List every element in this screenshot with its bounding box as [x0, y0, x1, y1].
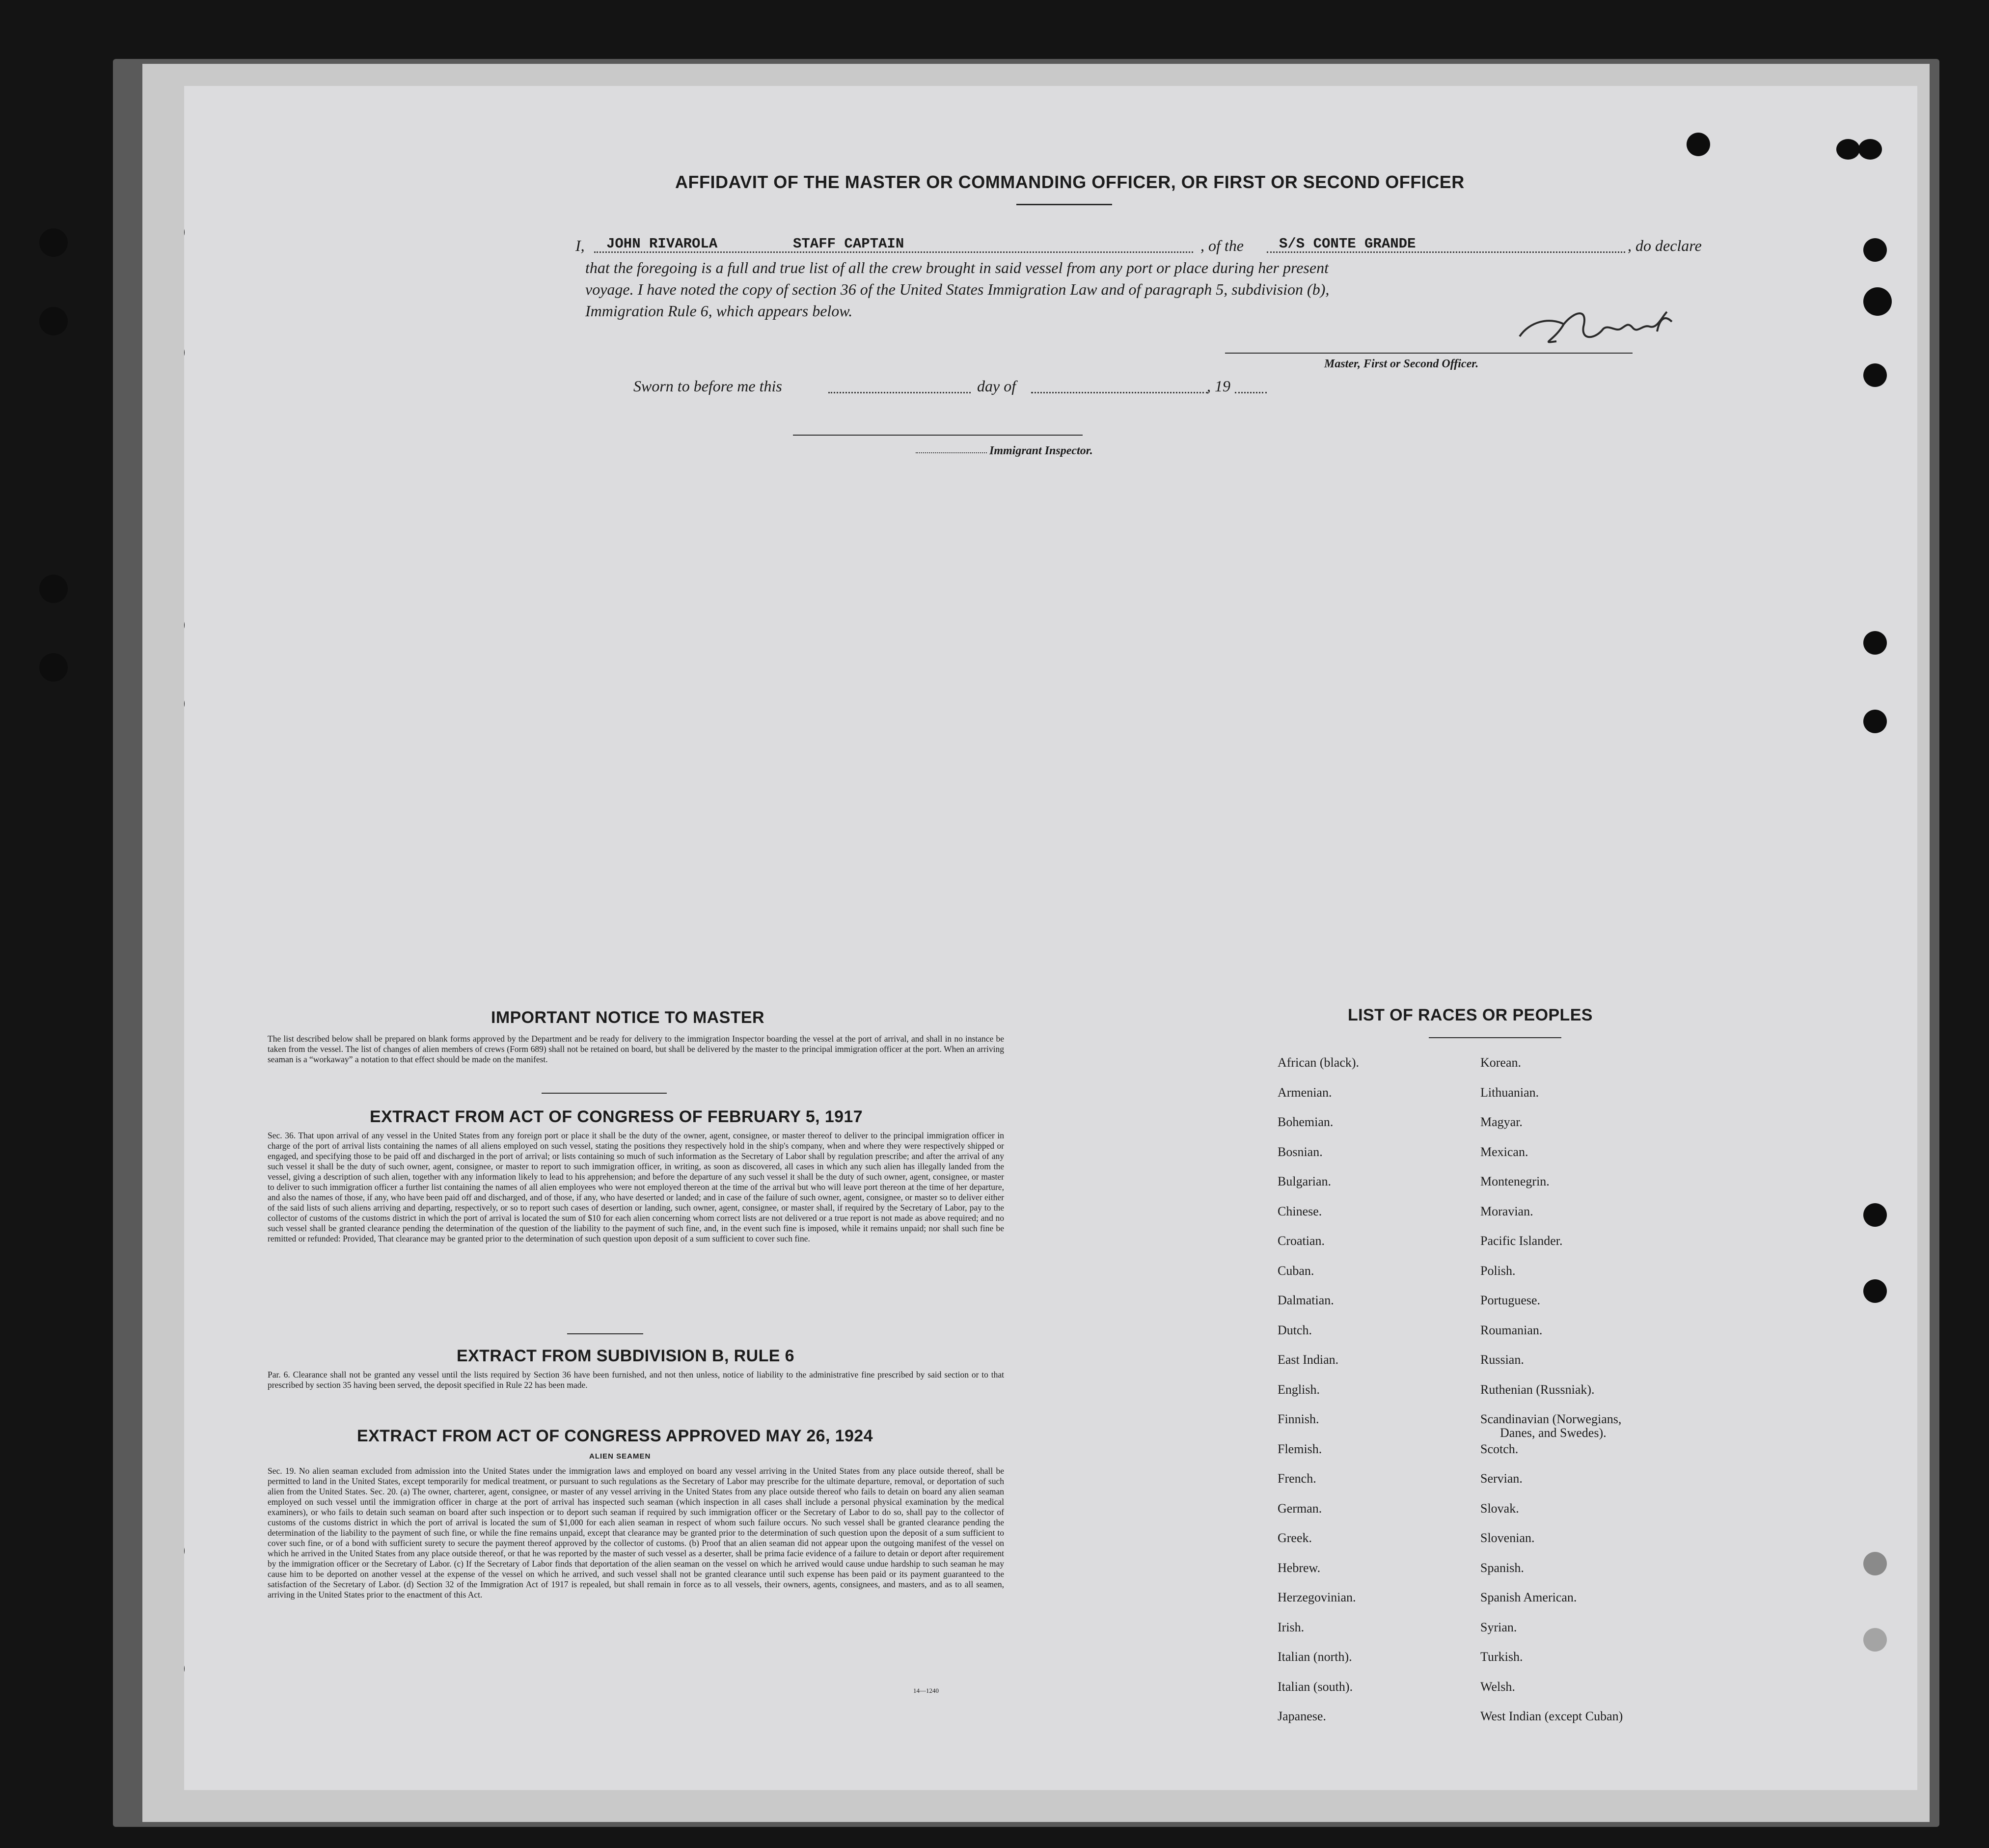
race-item: Syrian. — [1480, 1620, 1517, 1634]
punch-hole-icon — [184, 1657, 185, 1680]
race-item: Croatian. — [1278, 1234, 1325, 1248]
race-item: Pacific Islander. — [1480, 1234, 1563, 1248]
signature-caption: Master, First or Second Officer. — [1324, 358, 1479, 370]
punch-hole-icon — [184, 692, 185, 715]
race-item: Flemish. — [1278, 1441, 1322, 1456]
sworn-year-line — [1235, 392, 1267, 393]
binder-hole-icon — [39, 228, 68, 257]
race-item: Armenian. — [1278, 1085, 1332, 1100]
races-column-1 — [1278, 1056, 1359, 1739]
of-the-label: , of the — [1200, 237, 1244, 254]
punch-hole-icon — [1687, 133, 1710, 156]
punch-hole-icon — [1863, 363, 1887, 387]
race-item: English. — [1278, 1382, 1320, 1397]
punch-hole-icon — [1863, 1203, 1887, 1227]
race-item: African (black). — [1278, 1055, 1360, 1070]
race-item: Turkish. — [1480, 1650, 1523, 1664]
races-divider — [1429, 1037, 1561, 1038]
sworn-label: Sworn to before me this — [633, 377, 782, 395]
signature-image — [1510, 302, 1745, 361]
race-item: Welsh. — [1480, 1679, 1515, 1694]
sworn-month-line — [1031, 392, 1208, 393]
punch-hole-icon — [1863, 287, 1892, 316]
race-item: Cuban. — [1278, 1263, 1314, 1278]
punch-hole-icon — [184, 341, 185, 364]
race-item: German. — [1278, 1501, 1322, 1516]
race-item: Dalmatian. — [1278, 1293, 1334, 1307]
notice-text: The list described below shall be prepared on blank forms approved by the Department and be ready for delivery to the immigration Inspector boarding the vessel at the port of arrival, and shall in no instance be taken from the vessel. The list of changes of alien members of crews (Form 689) shall not be retained on board, but shall be delivered by the master to the principal immigration officer at the port. When an arriving seaman is a “workaway” a notation to that effect should be made on the manifest. — [268, 1034, 1004, 1064]
race-item — [1480, 1412, 1623, 1442]
year-label: , 19 — [1207, 377, 1230, 395]
race-item: Polish. — [1480, 1263, 1516, 1278]
race-item: Italian (north). — [1278, 1650, 1352, 1664]
race-item: Hebrew. — [1278, 1560, 1321, 1575]
vessel-name: S/S CONTE GRANDE — [1279, 236, 1416, 252]
race-item: Ruthenian (Russniak). — [1480, 1382, 1595, 1397]
race-item: Irish. — [1278, 1620, 1305, 1634]
race-item: Japanese. — [1278, 1709, 1326, 1723]
punch-hole-icon — [184, 614, 185, 636]
race-item: French. — [1278, 1471, 1316, 1486]
punch-hole-icon — [1863, 710, 1887, 733]
races-column-2 — [1480, 1056, 1623, 1739]
race-item: Spanish American. — [1480, 1590, 1577, 1604]
punch-hole-icon — [1836, 139, 1860, 160]
extract-1917-title: EXTRACT FROM ACT OF CONGRESS OF FEBRUARY 5, 1917 — [370, 1107, 863, 1126]
punch-hole-icon — [1863, 631, 1887, 655]
affidavit-title: AFFIDAVIT OF THE MASTER OR COMMANDING OFFICER, OR FIRST OR SECOND OFFICER — [675, 172, 1465, 192]
binder-hole-icon — [39, 653, 68, 682]
signature-line — [1225, 353, 1633, 354]
declaration-line-3: voyage. I have noted the copy of section 36 of the United States Immigration Law and of paragraph 5, subdivision (b), — [585, 280, 1330, 298]
inspector-line — [793, 435, 1083, 436]
binder-hole-icon — [39, 307, 68, 335]
punch-hole-icon — [1858, 139, 1882, 160]
title-underline — [1016, 204, 1112, 205]
punch-hole-icon — [184, 1540, 185, 1562]
race-item: Russian. — [1480, 1352, 1524, 1367]
race-item: Lithuanian. — [1480, 1085, 1539, 1100]
race-item: Moravian. — [1480, 1204, 1533, 1218]
day-of-label: day of — [977, 377, 1016, 395]
notice-divider — [542, 1093, 667, 1094]
declaration-line-4: Immigration Rule 6, which appears below. — [585, 302, 853, 320]
race-item: Bulgarian. — [1278, 1174, 1332, 1188]
extract-1924-text: Sec. 19. No alien seaman excluded from admission into the United States under the immigration laws and employed on board any vessel arriving in the United States from any place outside thereof, shall be permitted to land in the United States, except temporarily for medical treatment, or pursuant to such regulations as the Secretary of Labor may prescribe for the ultimate departure, removal, or deportation of such alien from the United States. Sec. 20. (a) The owner, charterer, agent, consignee, or master of any vessel arriving in the United States from any place outside thereof who fails to detain on board any alien seaman employed on such vessel until the immigration officer in charge at the port of arrival has inspected such seaman (which inspection in all cases shall include a personal physical examination by the medical examiners), or who fails to detain such seaman on board after such inspection or to deport such seaman if required by such immigration officer or the Secretary of Labor to do so, shall pay to the collector of customs of the customs district in which the port of arrival is located the sum of $1,000 for each alien seaman in respect of whom such failure occurs. No such vessel shall be granted clearance pending the determination of the liability to the payment of such fine, or while the fine remains unpaid, except that clearance may be granted prior to the determination of such question upon the deposit of a sum sufficient to cover such fine, or of a bond with sufficient surety to secure the payment thereof approved by the collector of customs. (b) Proof that an alien seaman did not appear upon the outgoing manifest of the vessel on which he arrived in the United States from any place outside thereof, or that he was reported by the master of such vessel as a deserter, shall be prima facie evidence of a failure to detain or deport after requirement by the immigration officer or the Secretary of Labor. (c) If the Secretary of Labor finds that deportation of the alien seaman on the vessel on which he arrived would cause undue hardship to such seaman he may cause him to be deported on another vessel at the expense of the vessel on which he arrived, and such vessel shall not be granted clearance until such expense has been paid or its payment guaranteed to the satisfaction of the Secretary of Labor. (d) Section 32 of the Immigration Act of 1917 is repealed, but shall remain in force as to all vessels, their owners, agents, consignees, and masters, and as to all seamen, arriving in the United States prior to the enactment of this Act. — [268, 1466, 1004, 1600]
race-item: Chinese. — [1278, 1204, 1322, 1218]
races-title: LIST OF RACES OR PEOPLES — [1348, 1006, 1593, 1024]
extract-1917-divider — [567, 1333, 643, 1334]
officer-name: JOHN RIVAROLA — [606, 236, 718, 252]
race-item: Slovak. — [1480, 1501, 1519, 1516]
race-item: Greek. — [1278, 1531, 1312, 1545]
race-item: Dutch. — [1278, 1323, 1312, 1337]
race-item: Servian. — [1480, 1471, 1523, 1486]
document-page — [184, 86, 1917, 1790]
punch-hole-icon — [1863, 1628, 1887, 1652]
inspector-caption: Immigrant Inspector. — [989, 444, 1093, 457]
rule-6-title: EXTRACT FROM SUBDIVISION B, RULE 6 — [457, 1347, 794, 1365]
race-item: Roumanian. — [1480, 1323, 1543, 1337]
punch-hole-icon — [184, 221, 185, 244]
race-item: Slovenian. — [1480, 1531, 1535, 1545]
race-item-line: Scandinavian (Norwegians, — [1480, 1412, 1622, 1426]
extract-1917-text: Sec. 36. That upon arrival of any vessel in the United States from any foreign port or place it shall be the duty of the owner, agent, consignee, or master thereof to deliver to the principal immigration officer in charge of the port of arrival lists containing the names of all aliens employed on such vessel, stating the positions they respectively hold in the ship's company, when and where they were respectively shipped or engaged, and specifying those to be paid off and discharged in the port of arrival; or lists containing so much of such information as the Secretary of Labor shall by regulation prescribe; and after the arrival of any such vessel it shall be the duty of such owner, agent, consignee, or master to report to such immigration officer, in writing, as soon as discovered, all cases in which any such alien has illegally landed from the vessel, giving a description of such alien, together with any information likely to lead to his apprehension; and before the departure of any such vessel it shall be the duty of such owner, agent, consignee, or master to deliver to such immigration officer a further list containing the names of all alien employees who were not employed thereon at the time of the arrival but who will leave port thereon at the time of her departure, and also the names of those, if any, who have been paid off and discharged, and of those, if any, who have deserted or landed; and in case of the failure of such owner, agent, consignee, or master so to deliver either of the said lists of such aliens arriving and departing, respectively, or so to report such cases of desertion or landing, such owner, agent, consignee, or master shall, if required by the Secretary of Labor, pay to the collector of customs of the customs district in which the port of arrival is located the sum of $10 for each alien concerning whom correct lists are not delivered or a true report is not made as above required; and no such vessel shall be granted clearance pending the determination of the question of the liability to the payment of such fine, and, in the event such fine is imposed, while it remains unpaid; nor shall such fine be remitted or refunded: Provided, That clearance may be granted prior to the determination of such question upon deposit of a sum sufficient to cover such fine. — [268, 1131, 1004, 1243]
declaration-line-2: that the foregoing is a full and true list of all the crew brought in said vessel from any port or place during her present — [585, 259, 1329, 276]
race-item: Korean. — [1480, 1055, 1522, 1070]
rule-6-text: Par. 6. Clearance shall not be granted any vessel until the lists required by Section 36 have been furnished, and not then unless, notice of liability to the administrative fine prescribed by said section or to that prescribed by section 35 having been served, the deposit specified in Rule 22 has been made. — [268, 1370, 1004, 1390]
form-number: 14—1240 — [913, 1687, 939, 1694]
extract-1924-subtitle: ALIEN SEAMEN — [589, 1452, 651, 1461]
punch-hole-icon — [1863, 1552, 1887, 1575]
notice-title: IMPORTANT NOTICE TO MASTER — [491, 1008, 764, 1027]
race-item: Montenegrin. — [1480, 1174, 1550, 1188]
race-item: Magyar. — [1480, 1115, 1523, 1129]
race-item: East Indian. — [1278, 1352, 1339, 1367]
race-item: Spanish. — [1480, 1560, 1524, 1575]
race-item: Scotch. — [1480, 1441, 1519, 1456]
binder-hole-icon — [39, 575, 68, 603]
race-item-continuation: Danes, and Swedes). — [1500, 1426, 1607, 1440]
inspector-dotted-line — [916, 452, 987, 453]
do-declare-label: , do declare — [1628, 237, 1702, 254]
race-item: Herzegovinian. — [1278, 1590, 1356, 1604]
declaration-i: I, — [575, 237, 585, 254]
race-item: Mexican. — [1480, 1144, 1528, 1159]
sworn-day-line — [828, 392, 971, 393]
officer-rank: STAFF CAPTAIN — [793, 236, 904, 252]
punch-hole-icon — [1863, 1279, 1887, 1303]
race-item: Finnish. — [1278, 1412, 1319, 1426]
race-item: Italian (south). — [1278, 1679, 1353, 1694]
punch-hole-icon — [1863, 238, 1887, 262]
race-item: Portuguese. — [1480, 1293, 1541, 1307]
race-item: Bohemian. — [1278, 1115, 1334, 1129]
race-item: Bosnian. — [1278, 1144, 1323, 1159]
extract-1924-title: EXTRACT FROM ACT OF CONGRESS APPROVED MAY 26, 1924 — [357, 1427, 873, 1445]
race-item: West Indian (except Cuban) — [1480, 1709, 1623, 1723]
